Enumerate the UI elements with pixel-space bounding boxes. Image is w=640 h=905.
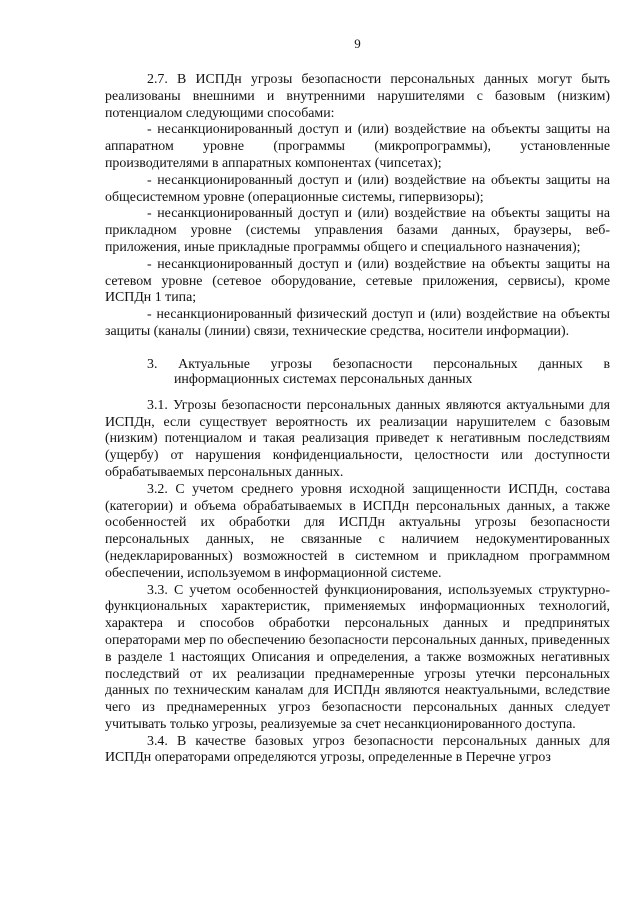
section-heading-line1: 3. Актуальные угрозы безопасности персональных данных в <box>147 356 610 372</box>
list-item-system-level: - несанкционированный доступ и (или) воздействие на объекты защиты на общесистемном уровне (операционные системы, гипервизоры); <box>105 172 610 205</box>
list-item-application-level: - несанкционированный доступ и (или) воздействие на объекты защиты на прикладном уровне (системы управления базами данных, браузеры, веб-приложения, иные прикладные программы общего и специального назначения); <box>105 206 610 255</box>
paragraph-2-7: 2.7. В ИСПДн угрозы безопасности персональных данных могут быть реализованы внешними и внутренними нарушителями с базовым (низким) потенциалом следующими способами: <box>105 72 610 121</box>
list-item-hardware-level: - несанкционированный доступ и (или) воздействие на объекты защиты на аппаратном уровне (программы (микропрограммы), установленные производителями в аппаратных компонентах (чипсетах); <box>105 122 610 171</box>
section-heading-line2: информационных системах персональных данных <box>174 371 473 387</box>
section-heading-3 <box>105 357 610 387</box>
paragraph-3-4: 3.4. В качестве базовых угроз безопасности персональных данных для ИСПДн операторами определяются угрозы, определенные в Перечне угроз <box>105 733 610 766</box>
page-number: 9 <box>354 36 361 51</box>
paragraphs-before <box>105 72 610 341</box>
paragraph-3-1: 3.1. Угрозы безопасности персональных данных являются актуальными для ИСПДн, если существует вероятность их реализации нарушителем с базовым (низким) потенциалом и такая реализация приведет к негативным последствиям (ущербу) от нарушения конфиденциальности, целостности или доступности обрабатываемых персональных данных. <box>105 397 610 480</box>
paragraph-3-2: 3.2. С учетом среднего уровня исходной защищенности ИСПДн, состава (категории) и объема обрабатываемых в ИСПДн персональных данных, а также особенностей их обработки для ИСПДн актуальны угрозы безопасности персональных данных, не связанные с наличием недокументированных (недекларированных) возможностей в системном и прикладном программном обеспечении, используемом в информационной системе. <box>105 481 610 581</box>
paragraph-3-3: 3.3. С учетом особенностей функционирования, используемых структурно-функциональных характеристик, применяемых информационных технологий, характера и способов обработки персональных данных и предпринятых операторами мер по обеспечению безопасности персональных данных, приведенных в разделе 1 настоящих Описания и определения, а также возможных негативных последствий от их реализации преднамеренные угрозы утечки персональных данных по техническим каналам для ИСПДн являются неактуальными, вследствие чего из преднамеренных угроз безопасности персональных данных следует учитывать только угрозы, реализуемые за счет несанкционированного доступа. <box>105 582 610 732</box>
list-item-physical-access: - несанкционированный физический доступ и (или) воздействие на объекты защиты (каналы (линии) связи, технические средства, носители информации). <box>105 307 610 339</box>
paragraphs-after <box>105 398 610 768</box>
list-item-network-level: - несанкционированный доступ и (или) воздействие на объекты защиты на сетевом уровне (сетевое оборудование, сетевые приложения, сервисы), кроме ИСПДн 1 типа; <box>105 256 610 306</box>
